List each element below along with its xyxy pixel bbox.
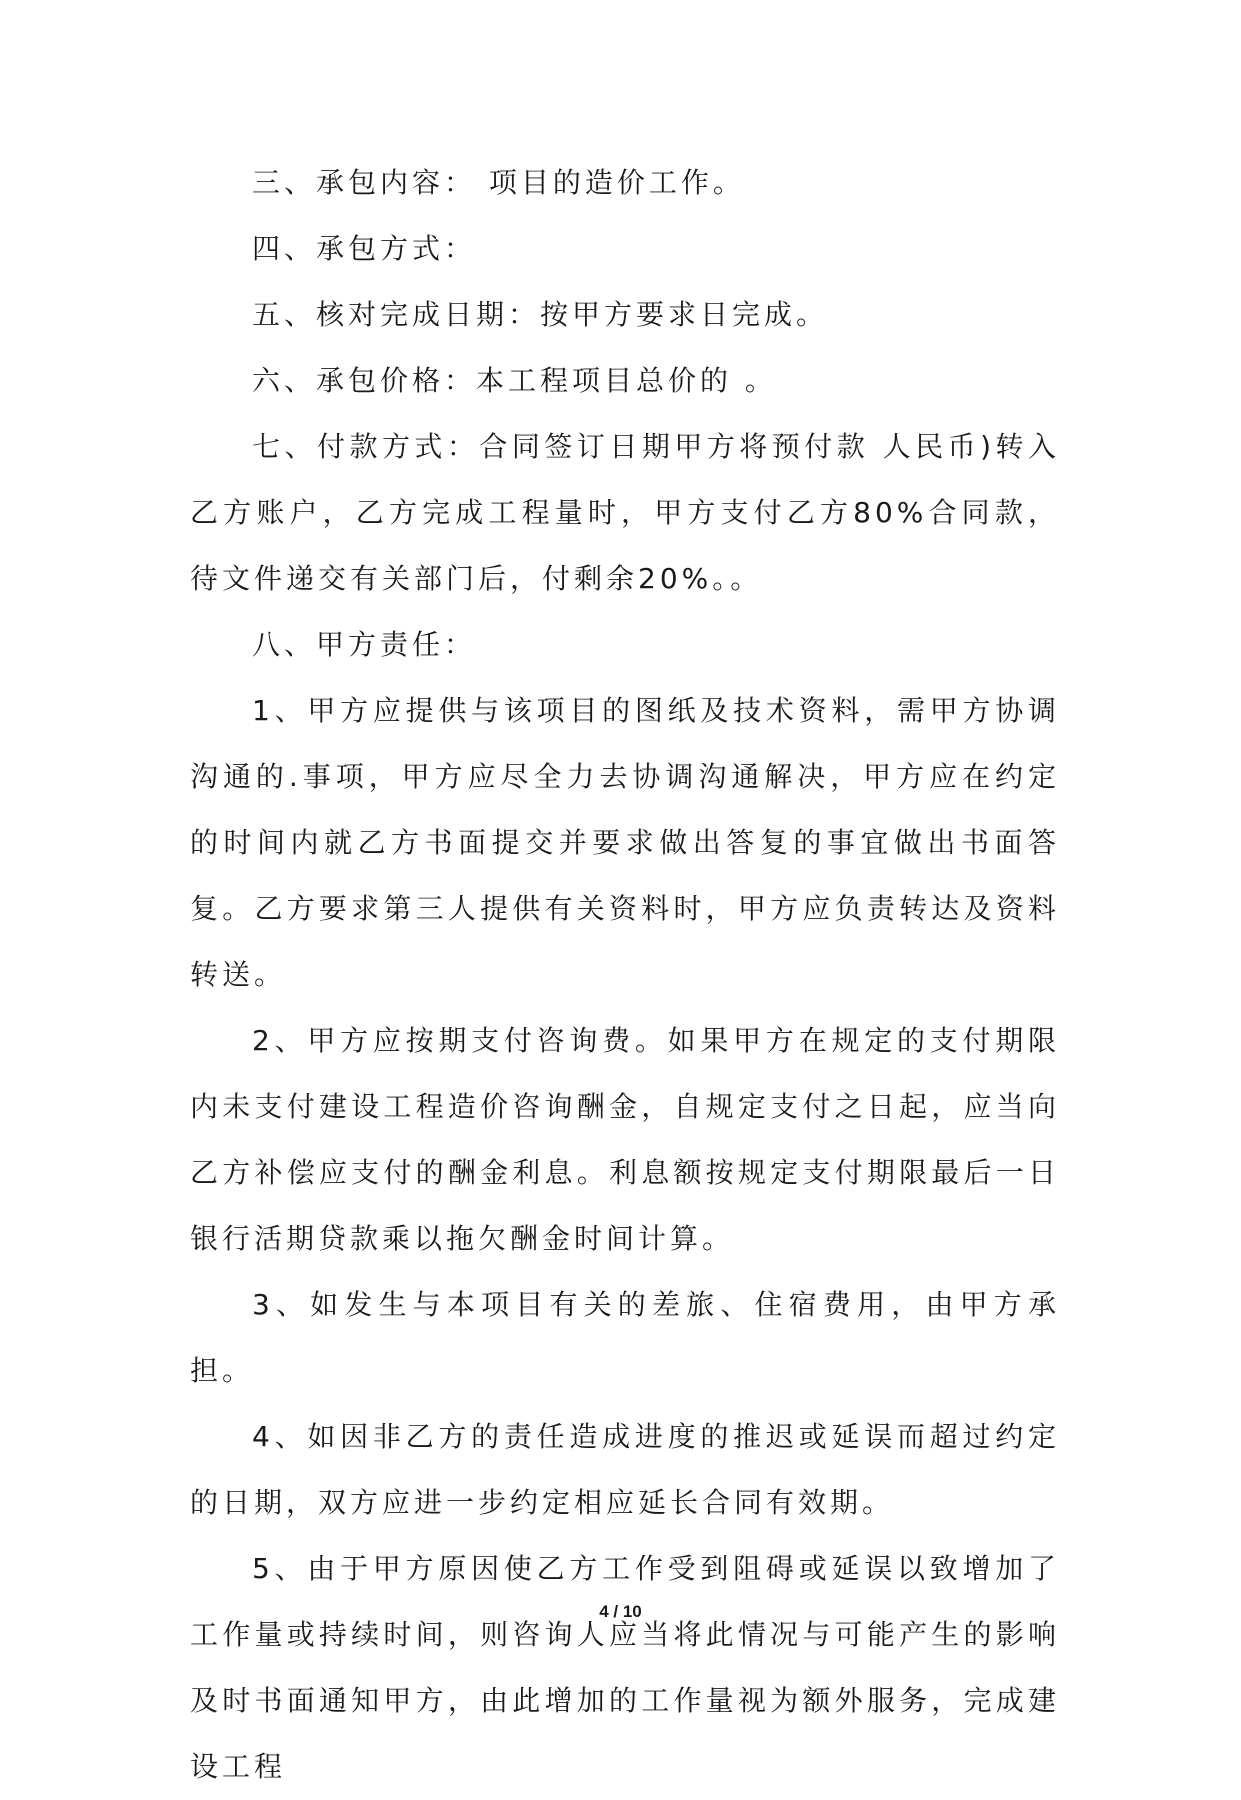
paragraph-duty-1: 1、甲方应提供与该项目的图纸及技术资料，需甲方协调沟通的.事项，甲方应尽全力去协调沟通解决，甲方应在约定的时间内就乙方书面提交并要求做出答复的事宜做出书面答复。乙方要求第三人提供有关资料时，甲方应负责转达及资料转送。: [190, 694, 1060, 991]
paragraph-duty-5: 5、由于甲方原因使乙方工作受到阻碍或延误以致增加了工作量或持续时间，则咨询人应当将此情况与可能产生的影响及时书面通知甲方，由此增加的工作量视为额外服务，完成建设工程: [190, 1552, 1060, 1783]
paragraph-payment-method: 七、付款方式：合同签订日期甲方将预付款 人民币)转入乙方账户，乙方完成工程量时，甲方支付乙方80%合同款，待文件递交有关部门后，付剩余20%。。: [190, 430, 1060, 595]
paragraph-contract-price: 六、承包价格：本工程项目总价的 。: [252, 364, 777, 397]
paragraph-party-a-duties-heading: 八、甲方责任：: [252, 628, 477, 661]
paragraph-duty-3: 3、如发生与本项目有关的差旅、住宿费用，由甲方承担。: [190, 1288, 1060, 1387]
paragraph-completion-date: 五、核对完成日期：按甲方要求日完成。: [252, 298, 829, 331]
paragraph-contract-scope: 三、承包内容： 项目的造价工作。: [252, 166, 745, 199]
page-number: 4 / 10: [599, 1602, 642, 1621]
paragraph-duty-4: 4、如因非乙方的责任造成进度的推迟或延误而超过约定的日期，双方应进一步约定相应延长合同有效期。: [190, 1420, 1060, 1519]
paragraph-duty-2: 2、甲方应按期支付咨询费。如果甲方在规定的支付期限内未支付建设工程造价咨询酬金，自规定支付之日起，应当向乙方补偿应支付的酬金利息。利息额按规定支付期限最后一日银行活期贷款乘以拖欠酬金时间计算。: [190, 1024, 1060, 1255]
paragraph-contract-method: 四、承包方式：: [252, 232, 477, 265]
document-body: [190, 150, 1060, 1800]
